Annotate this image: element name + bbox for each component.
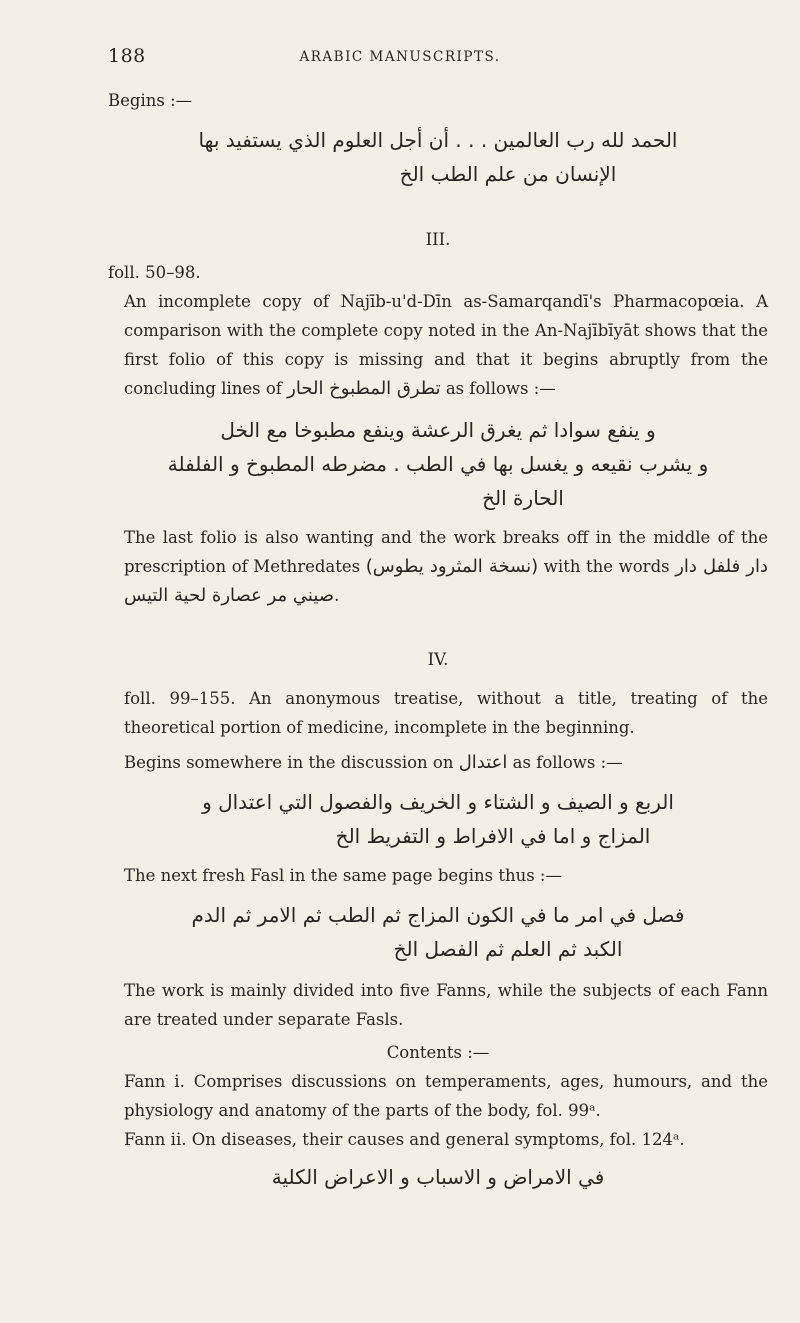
section-iii <box>108 225 768 610</box>
running-title: ARABIC MANUSCRIPTS. <box>299 49 501 65</box>
arabic-quote-line: و ينفع سوادا ثم يغرق الرعشة وينفع مطبوخا مع الخل <box>220 418 656 442</box>
arabic-quote-line: المزاج و اما في الافراط و التفريط الخ <box>335 824 651 848</box>
arabic-quote-line: و يشرب نقيعه و يغسل بها في الطب . مضرطه المطبوخ و الفلفلة <box>167 452 709 476</box>
intro-block <box>108 86 768 191</box>
page-number: 188 <box>108 45 146 67</box>
description-text: . <box>334 586 340 605</box>
arabic-inline-term: اعتدال <box>458 752 508 773</box>
contents-item: Fann ii. On diseases, their causes and general symptoms, fol. 124ᵃ. <box>124 1130 685 1149</box>
description-paragraph <box>108 523 768 610</box>
section-iv <box>108 645 768 1194</box>
folio-range: foll. 50–98. <box>108 263 201 282</box>
description-paragraph: The work is mainly divided into five Fanns, while the subjects of each Fann are treated under separate Fasls. <box>124 981 768 1029</box>
arabic-quote-line: الإنسان من علم الطب الخ <box>399 162 617 186</box>
section-numeral: IV. <box>427 650 449 669</box>
begins-label: Begins :— <box>108 91 193 110</box>
arabic-quote-line: الحمد لله رب العالمين . . . أن أجل العلوم الذي يستفيد بها <box>198 128 678 152</box>
arabic-quote-line: الحارة الخ <box>482 486 564 510</box>
description-text: Begins somewhere in the discussion on <box>124 753 454 772</box>
description-text: The last folio is also wanting and the work breaks off in the middle of the prescription of Methredates <box>124 528 768 576</box>
description-paragraph: foll. 99–155. An anonymous treatise, without a title, treating of the theoretical portion of medicine, incomplete in the beginning. <box>124 689 768 737</box>
arabic-quote-line: الكبد ثم العلم ثم الفصل الخ <box>393 937 623 961</box>
description-text: as follows :— <box>512 753 623 772</box>
arabic-inline-term: دار فلفل دار صيني مر عصارة لحية التيس <box>124 556 769 606</box>
description-text: as follows :— <box>445 379 556 398</box>
description-text: An incomplete copy of Najīb-u'd-Dīn as-Samarqandī's Pharmacopœia. A comparison with the complete copy noted in the An-Najībīyāt shows that the first folio of this copy is missing and that it begins abruptly from the concluding lines of <box>124 292 768 398</box>
description-text: with the words <box>543 557 670 576</box>
arabic-quote-line: فصل في امر ما في الكون المزاج ثم الطب ثم الامر ثم الدم <box>191 903 685 927</box>
description-paragraph: The next fresh Fasl in the same page begins thus :— <box>124 866 562 885</box>
section-numeral: III. <box>425 230 451 249</box>
contents-label: Contents :— <box>386 1043 490 1062</box>
arabic-inline-term: تطرق المطبوخ الحار <box>287 378 441 399</box>
description-paragraph <box>108 748 768 777</box>
contents-item: Fann i. Comprises discussions on temperaments, ages, humours, and the physiology and anatomy of the parts of the body, fol. 99ᵃ. <box>124 1072 768 1120</box>
arabic-quote-line: الربع و الصيف و الشتاء و الخريف والفصول التي اعتدال و <box>202 790 674 814</box>
arabic-quote-line: في الامراض و الاسباب و الاعراض الكلية <box>271 1165 605 1189</box>
arabic-inline-term: (نسخة المثرود يطوس) <box>365 556 539 577</box>
description-paragraph <box>108 287 768 403</box>
